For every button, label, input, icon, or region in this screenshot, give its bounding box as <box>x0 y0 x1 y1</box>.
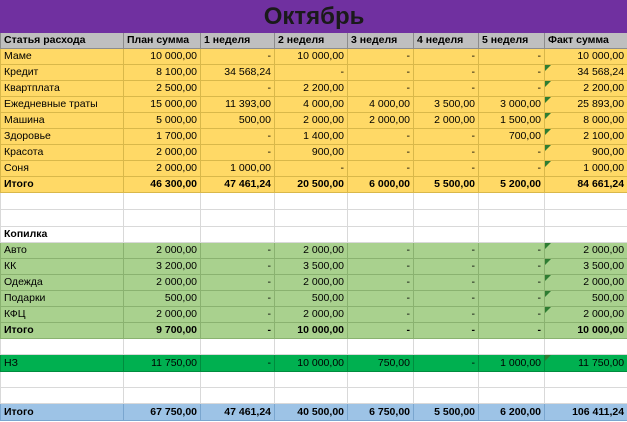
cell[interactable]: - <box>201 81 275 97</box>
cell[interactable]: - <box>414 65 479 81</box>
cell[interactable]: 46 300,00 <box>124 177 201 193</box>
nz-row <box>1 355 627 372</box>
cell[interactable] <box>201 372 275 388</box>
cell[interactable]: 2 000,00 <box>275 307 348 323</box>
cell[interactable]: Итого <box>1 323 124 339</box>
cell[interactable]: 500,00 <box>124 291 201 307</box>
cell[interactable] <box>201 193 275 210</box>
cell[interactable]: Квартплата <box>1 81 124 97</box>
cell[interactable] <box>479 372 545 388</box>
cell[interactable]: 6 000,00 <box>348 177 414 193</box>
cell[interactable] <box>124 388 201 404</box>
cell[interactable]: - <box>414 259 479 275</box>
cell[interactable]: - <box>414 161 479 177</box>
cell[interactable]: - <box>201 323 275 339</box>
cell[interactable]: - <box>479 81 545 97</box>
cell[interactable]: - <box>348 65 414 81</box>
cell[interactable]: 8 100,00 <box>124 65 201 81</box>
cell[interactable]: - <box>414 307 479 323</box>
cell[interactable] <box>348 372 414 388</box>
cell[interactable]: 4 000,00 <box>348 97 414 113</box>
cell[interactable]: Итого <box>1 404 124 421</box>
expense-row <box>1 129 627 145</box>
cell[interactable]: 3 000,00 <box>479 97 545 113</box>
cell[interactable]: 10 000,00 <box>545 49 627 65</box>
cell[interactable] <box>201 210 275 227</box>
cell[interactable]: 2 000,00 <box>545 243 627 259</box>
cell[interactable]: Авто <box>1 243 124 259</box>
cell[interactable]: - <box>201 49 275 65</box>
cell[interactable]: - <box>414 323 479 339</box>
cell[interactable] <box>414 227 479 243</box>
cell[interactable]: 3 неделя <box>348 33 414 49</box>
cell[interactable]: 25 893,00 <box>545 97 627 113</box>
cell[interactable]: 1 700,00 <box>124 129 201 145</box>
cell[interactable] <box>545 372 627 388</box>
cell[interactable] <box>275 210 348 227</box>
cell[interactable] <box>201 227 275 243</box>
cell[interactable]: 15 000,00 <box>124 97 201 113</box>
cell[interactable]: - <box>348 129 414 145</box>
cell[interactable]: - <box>479 307 545 323</box>
cell[interactable] <box>348 193 414 210</box>
cell[interactable]: - <box>479 243 545 259</box>
cell[interactable] <box>124 210 201 227</box>
cell[interactable]: Красота <box>1 145 124 161</box>
cell[interactable]: 10 000,00 <box>275 49 348 65</box>
cell[interactable] <box>1 372 124 388</box>
savings-row <box>1 275 627 291</box>
cell[interactable]: - <box>414 81 479 97</box>
cell[interactable] <box>275 388 348 404</box>
cell[interactable]: - <box>479 49 545 65</box>
cell[interactable] <box>545 210 627 227</box>
cell[interactable] <box>201 388 275 404</box>
cell[interactable]: 9 700,00 <box>124 323 201 339</box>
cell[interactable]: 2 000,00 <box>545 275 627 291</box>
cell[interactable]: - <box>348 145 414 161</box>
cell[interactable]: - <box>348 81 414 97</box>
cell[interactable]: 900,00 <box>275 145 348 161</box>
cell[interactable]: - <box>348 323 414 339</box>
cell[interactable]: - <box>275 161 348 177</box>
cell[interactable]: - <box>414 275 479 291</box>
cell[interactable]: 1 500,00 <box>479 113 545 129</box>
cell[interactable] <box>545 388 627 404</box>
cell[interactable]: 2 000,00 <box>545 307 627 323</box>
cell[interactable]: КК <box>1 259 124 275</box>
cell[interactable]: 10 000,00 <box>124 49 201 65</box>
grand-total-row <box>1 404 627 421</box>
cell[interactable] <box>1 193 124 210</box>
cell[interactable]: 20 500,00 <box>275 177 348 193</box>
cell[interactable]: - <box>348 307 414 323</box>
cell[interactable]: 1 000,00 <box>201 161 275 177</box>
cell[interactable]: 10 000,00 <box>545 323 627 339</box>
cell[interactable]: Маме <box>1 49 124 65</box>
cell[interactable] <box>124 372 201 388</box>
expense-row <box>1 49 627 65</box>
cell[interactable] <box>479 210 545 227</box>
cell[interactable]: Соня <box>1 161 124 177</box>
blank-row <box>1 210 627 227</box>
cell[interactable]: 4 неделя <box>414 33 479 49</box>
cell[interactable]: 900,00 <box>545 145 627 161</box>
savings-total-row <box>1 323 627 339</box>
cell[interactable]: 2 500,00 <box>124 81 201 97</box>
cell[interactable] <box>124 339 201 355</box>
cell[interactable]: - <box>414 129 479 145</box>
cell[interactable]: Кредит <box>1 65 124 81</box>
cell[interactable] <box>545 339 627 355</box>
cell[interactable]: - <box>348 161 414 177</box>
cell[interactable]: 1 000,00 <box>545 161 627 177</box>
savings-row <box>1 291 627 307</box>
cell[interactable]: - <box>201 243 275 259</box>
cell[interactable]: - <box>201 275 275 291</box>
cell[interactable]: 8 000,00 <box>545 113 627 129</box>
cell[interactable]: 1 000,00 <box>479 355 545 372</box>
cell[interactable]: 5 500,00 <box>414 404 479 421</box>
cell[interactable]: 2 неделя <box>275 33 348 49</box>
cell[interactable]: 3 500,00 <box>414 97 479 113</box>
cell[interactable]: 500,00 <box>201 113 275 129</box>
cell[interactable]: - <box>348 275 414 291</box>
cell[interactable] <box>201 339 275 355</box>
expense-row <box>1 97 627 113</box>
expense-row <box>1 161 627 177</box>
cell[interactable]: - <box>414 355 479 372</box>
cell[interactable]: 2 200,00 <box>275 81 348 97</box>
cell[interactable]: 67 750,00 <box>124 404 201 421</box>
blank-row <box>1 339 627 355</box>
cell[interactable]: - <box>201 145 275 161</box>
expenses-total-row <box>1 177 627 193</box>
cell[interactable]: 2 000,00 <box>414 113 479 129</box>
cell[interactable]: 2 000,00 <box>275 113 348 129</box>
cell[interactable]: 6 750,00 <box>348 404 414 421</box>
sheet-title[interactable]: Октябрь <box>1 1 627 33</box>
cell[interactable] <box>414 388 479 404</box>
expense-row <box>1 65 627 81</box>
cell[interactable]: 5 200,00 <box>479 177 545 193</box>
cell[interactable] <box>1 388 124 404</box>
cell[interactable]: 34 568,24 <box>201 65 275 81</box>
savings-row <box>1 307 627 323</box>
cell[interactable] <box>479 388 545 404</box>
cell[interactable] <box>479 339 545 355</box>
cell[interactable] <box>545 193 627 210</box>
cell[interactable] <box>348 210 414 227</box>
cell[interactable] <box>124 193 201 210</box>
cell[interactable]: Машина <box>1 113 124 129</box>
cell[interactable]: 10 000,00 <box>275 323 348 339</box>
cell[interactable]: - <box>479 161 545 177</box>
cell[interactable]: - <box>275 65 348 81</box>
cell[interactable]: - <box>479 291 545 307</box>
cell[interactable]: 106 411,24 <box>545 404 627 421</box>
cell[interactable]: 3 500,00 <box>545 259 627 275</box>
cell[interactable]: 11 750,00 <box>545 355 627 372</box>
cell[interactable]: - <box>479 65 545 81</box>
cell[interactable]: Подарки <box>1 291 124 307</box>
cell[interactable]: 3 500,00 <box>275 259 348 275</box>
cell[interactable]: 2 000,00 <box>275 275 348 291</box>
cell[interactable]: 700,00 <box>479 129 545 145</box>
cell[interactable]: 500,00 <box>275 291 348 307</box>
savings-label-row <box>1 227 627 243</box>
cell[interactable] <box>414 210 479 227</box>
cell[interactable] <box>275 193 348 210</box>
cell[interactable]: Здоровье <box>1 129 124 145</box>
cell[interactable]: 40 500,00 <box>275 404 348 421</box>
cell[interactable] <box>275 227 348 243</box>
cell[interactable]: Факт сумма <box>545 33 627 49</box>
cell[interactable] <box>348 227 414 243</box>
expense-row <box>1 145 627 161</box>
cell[interactable] <box>414 193 479 210</box>
cell[interactable] <box>275 339 348 355</box>
cell[interactable] <box>414 339 479 355</box>
cell[interactable]: - <box>348 49 414 65</box>
cell[interactable]: 5 500,00 <box>414 177 479 193</box>
cell[interactable]: - <box>348 291 414 307</box>
cell[interactable] <box>348 339 414 355</box>
cell[interactable]: 84 661,24 <box>545 177 627 193</box>
savings-row <box>1 259 627 275</box>
cell[interactable]: 6 200,00 <box>479 404 545 421</box>
cell[interactable] <box>479 227 545 243</box>
cell[interactable]: 34 568,24 <box>545 65 627 81</box>
cell[interactable] <box>124 227 201 243</box>
cell[interactable]: - <box>414 243 479 259</box>
cell[interactable]: 2 000,00 <box>275 243 348 259</box>
cell[interactable]: План сумма <box>124 33 201 49</box>
cell[interactable] <box>545 227 627 243</box>
cell[interactable]: - <box>348 259 414 275</box>
cell[interactable]: 47 461,24 <box>201 177 275 193</box>
cell[interactable] <box>414 372 479 388</box>
cell[interactable]: - <box>479 275 545 291</box>
cell[interactable]: 2 000,00 <box>124 145 201 161</box>
cell[interactable]: 11 750,00 <box>124 355 201 372</box>
title-row <box>1 1 627 33</box>
cell[interactable]: 1 400,00 <box>275 129 348 145</box>
cell[interactable]: - <box>201 129 275 145</box>
cell[interactable]: - <box>479 323 545 339</box>
cell[interactable]: 2 000,00 <box>124 161 201 177</box>
cell[interactable]: Итого <box>1 177 124 193</box>
cell[interactable]: 5 неделя <box>479 33 545 49</box>
cell[interactable]: 2 000,00 <box>348 113 414 129</box>
expense-row <box>1 81 627 97</box>
cell[interactable]: 4 000,00 <box>275 97 348 113</box>
cell[interactable]: - <box>414 49 479 65</box>
cell[interactable]: - <box>201 307 275 323</box>
cell[interactable]: КФЦ <box>1 307 124 323</box>
cell[interactable]: 2 200,00 <box>545 81 627 97</box>
cell[interactable]: 1 неделя <box>201 33 275 49</box>
cell[interactable]: Статья расхода <box>1 33 124 49</box>
cell[interactable]: - <box>414 291 479 307</box>
cell[interactable]: 2 000,00 <box>124 243 201 259</box>
cell[interactable]: 47 461,24 <box>201 404 275 421</box>
cell[interactable]: 5 000,00 <box>124 113 201 129</box>
savings-row <box>1 243 627 259</box>
cell[interactable]: 10 000,00 <box>275 355 348 372</box>
cell[interactable] <box>275 372 348 388</box>
cell[interactable] <box>1 210 124 227</box>
expense-row <box>1 113 627 129</box>
cell[interactable]: 2 000,00 <box>124 307 201 323</box>
cell[interactable]: - <box>201 291 275 307</box>
cell[interactable]: Одежда <box>1 275 124 291</box>
cell[interactable]: - <box>348 243 414 259</box>
blank-row <box>1 372 627 388</box>
cell[interactable]: 3 200,00 <box>124 259 201 275</box>
cell[interactable] <box>479 193 545 210</box>
savings-label[interactable]: Копилка <box>1 227 124 243</box>
cell[interactable]: НЗ <box>1 355 124 372</box>
cell[interactable]: - <box>479 145 545 161</box>
cell[interactable] <box>348 388 414 404</box>
blank-row <box>1 388 627 404</box>
cell[interactable]: - <box>201 259 275 275</box>
cell[interactable]: - <box>479 259 545 275</box>
cell[interactable]: 500,00 <box>545 291 627 307</box>
cell[interactable]: 2 000,00 <box>124 275 201 291</box>
blank-row <box>1 193 627 210</box>
cell[interactable]: Ежедневные траты <box>1 97 124 113</box>
header-row <box>1 33 627 49</box>
cell[interactable]: 2 100,00 <box>545 129 627 145</box>
cell[interactable]: - <box>414 145 479 161</box>
cell[interactable]: - <box>201 355 275 372</box>
cell[interactable]: 11 393,00 <box>201 97 275 113</box>
cell[interactable] <box>1 339 124 355</box>
cell[interactable]: 750,00 <box>348 355 414 372</box>
